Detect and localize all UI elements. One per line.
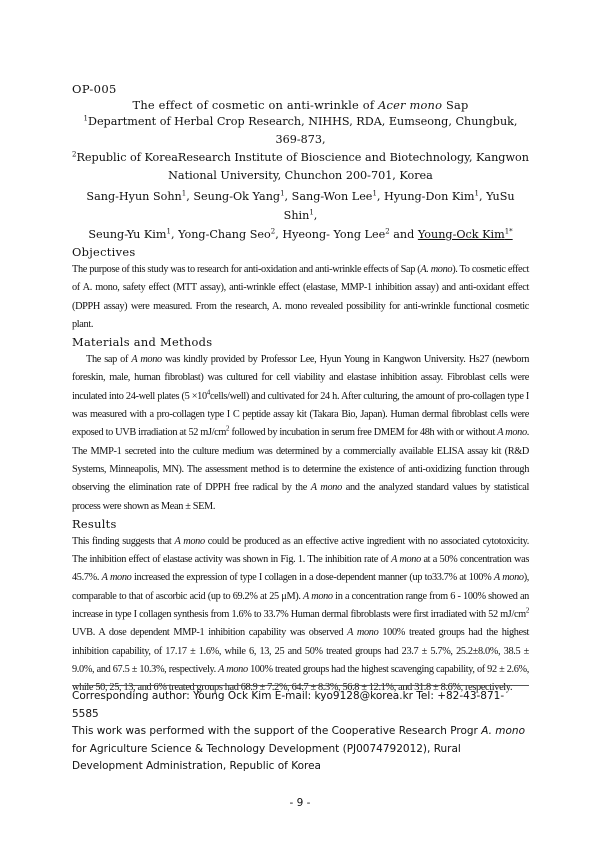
author: Seung-Ok Yang$^1$,: [193, 189, 292, 203]
author: Hyeong- Yong Lee$^2$ and: [282, 227, 418, 241]
affiliation-2: $^2$Republic of KoreaResearch Institute of Bioscience and Biotechnology, Kangwon National University, Chunchon 200-701, Korea: [72, 150, 529, 182]
objectives-text: The purpose of this study was to research for anti-oxidation and anti-wrinkle effects of Sap (A. mono). To cosmetic effect of A. mono, safety effect (MTT assay), anti-wrinkle effect (elastase, MMP-1 inhibition assay) and anti-oxidant effect (DPPH assay) were measured. From the research, A. mono revealed possibility for anti-wrinkle functional cosmetic plant.: [72, 264, 529, 330]
author: Yong-Chang Seo$^2$,: [178, 227, 283, 241]
methods-text: The sap of A mono was kindly provided by Professor Lee, Hyun Young in Kangwon University. Hs27 (newborn foreskin, male, human fibroblast) was cultured for cell viability and elastase inhibition assay. Fibroblast cells were inculated into 24-well plates $(5 \times 10^4cells/well)$ and cultivated for 24 h. After culturing, the amount of pro-collagen type I was measured with a pro-collagen type I C peptide assay kit (Takara Bio, Japan). Human dermal fibroblast cells were exposed to UVB irradiation at 52 $mJ/cm^2$ followed by incubation in serum free DMEM for 48h with or without A mono. The MMP-1 secreted into the culture medium was determined by a commercially available ELISA assay kit (R&D Systems, Minneapolis, MN). The assessment method is to determine the existence of anti-oxidizing function through observing the elimination rate of DPPH free radical by the A mono and the analyzed standard values by statistical process were shown as Mean ± SEM.: [72, 354, 529, 512]
abstract-code: OP-005: [72, 82, 117, 96]
abstract-page: [72, 82, 529, 698]
author: Sang-Hyun Sohn$^1$,: [86, 189, 194, 203]
objectives-heading: Objectives: [72, 245, 136, 259]
results-heading: Results: [72, 516, 117, 531]
corresponding-author-note: Corresponding author: Young Ock Kim E-mail: kyo9128@korea.kr Tel: +82-43-871-5585: [72, 690, 505, 720]
author: Hyung-Don Kim$^1$,: [384, 189, 487, 203]
author: Sang-Won Lee$^1$,: [291, 189, 385, 203]
corresponding-author: Young-Ock Kim$^{1*}$: [417, 227, 513, 241]
results-text: This finding suggests that A mono could be produced as an effective active ingredient with no associated cytotoxicity. The inhibition effect of elastase activity was shown in Fig. 1. The inhibition rate of A mono at a 50% concentration was 45.7%. A mono increased the expression of type I collagen in a dose-dependent manner (up to33.7% at 100% A mono), comparable to that of ascorbic acid (up to 69.2% at 25 μM). A mono in a concentration range from 6 - 100% showed an increase in type I collagen synthesis from 1.6% to 33.7% Human dermal fibroblasts were first irradiated with 52 $mJ/cm^2$ UVB. A dose dependent MMP-1 inhibition capability was observed A mono 100% treated groups had the highest inhibition capability, of 17.17 ± 1.6%, while 6, 13, 25 and 50% treated groups had 23.7 ± 5.7%, 25.2±8.0%, 38.5 ± 9.0%, and 67.5 ± 10.3%, respectively. A mono 100% treated groups had the highest scavenging capability, of 92 ± 2.6%, while 50, 25, 13, and 6% treated groups had 68.9 ± 7.2%, 64.7 ± 8.3%, 56.8 ± 12.1%, and 31.8 ± 8.6%, respectively.: [72, 535, 530, 694]
author: YuSu Shin$^1$,: [283, 190, 515, 222]
abstract-title: The effect of cosmetic on anti-wrinkle of Acer mono Sap: [132, 98, 469, 112]
funding-note: This work was performed with the support of the Cooperative Research Progr A. mono for Agriculture Science & Technology Development (PJ0074792012), Rural Development Administration, Republic of Korea: [72, 725, 525, 772]
footnote-divider: [72, 685, 529, 686]
author: Seung-Yu Kim$^1$,: [88, 227, 179, 241]
footnote: [72, 688, 529, 776]
affiliation-1: $^1$Department of Herbal Crop Research, NIHHS, RDA, Eumseong, Chungbuk, 369-873,: [83, 114, 518, 146]
methods-heading: Materials and Methods: [72, 335, 213, 350]
page-number: - 9 -: [289, 797, 311, 809]
author-list: [72, 187, 529, 244]
